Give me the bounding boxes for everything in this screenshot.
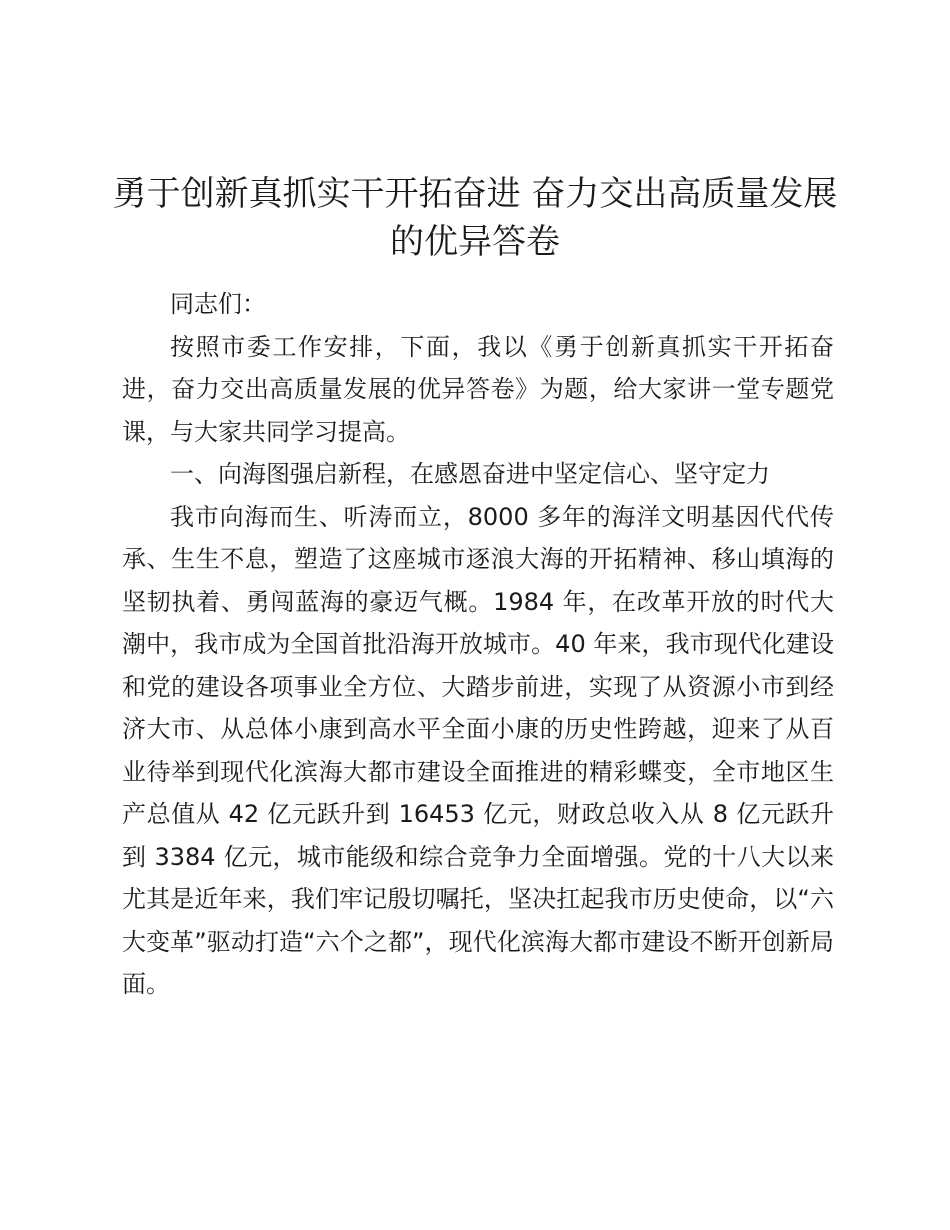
section-heading: 一、向海图强启新程，在感恩奋进中坚定信心、坚守定力 [170,460,770,488]
paragraph-intro: 按照市委工作安排，下面，我以《勇于创新真抓实干开拓奋进，奋力交出高质量发展的优异答卷》为题，给大家讲一堂专题党课，与大家共同学习提高。 [122,332,834,446]
document-title: 勇于创新真抓实干开拓奋进 奋力交出高质量发展的优异答卷 [112,174,838,262]
salutation: 同志们： [170,290,266,318]
paragraph-body: 我市向海而生、听涛而立，8000 多年的海洋文明基因代代传承、生生不息，塑造了这座城市逐浪大海的开拓精神、移山填海的坚韧执着、勇闯蓝海的豪迈气概。1984 年，在改革开放的时代大潮中，我市成为全国首批沿海开放城市。40 年来，我市现代化建设和党的建设各项事业全方位、大踏步前进，实现了从资源小市到经济大市、从总体小康到高水平全面小康的历史性跨越，迎来了从百业待举到现代化滨海大都市建设全面推进的精彩蝶变，全市地区生产总值从 42 亿元跃升到 16453 亿元，财政总收入从 8 亿元跃升到 3384 亿元，城市能级和综合竞争力全面增强。党的十八大以来尤其是近年来，我们牢记殷切嘱托，坚决扛起我市历史使命，以“六大变革”驱动打造“六个之都”，现代化滨海大都市建设不断开创新局面。 [122,502,834,998]
document-body [122,283,834,1006]
